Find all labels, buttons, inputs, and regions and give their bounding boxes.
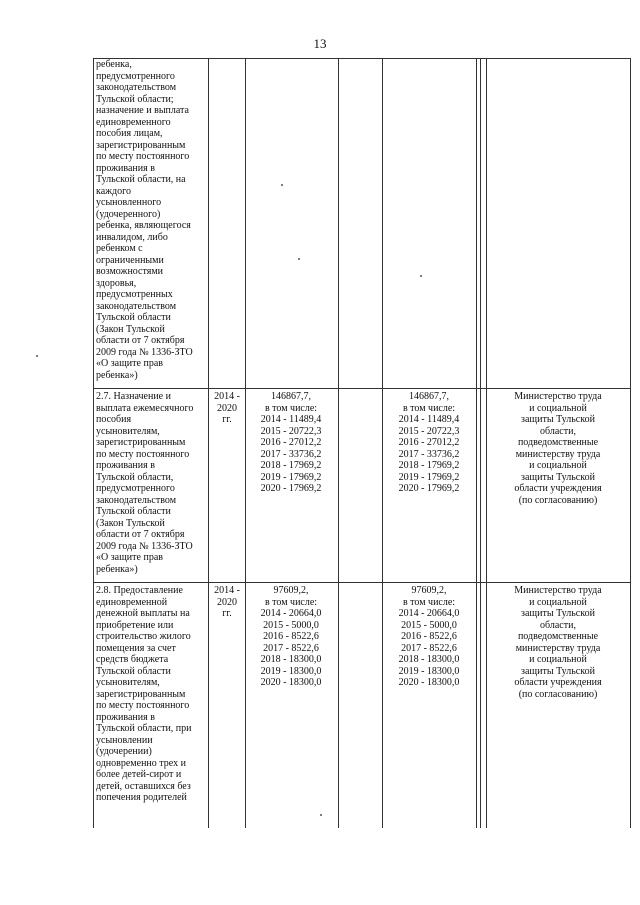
table-row-3-years: 2014 - 2020 гг. [214, 585, 240, 619]
table-row-3-regional-amount: 97609,2, в том числе: 2014 - 20664,0 2015 - 5000,0 2016 - 8522,6 2017 - 8522,6 2018 - 18300,0 2019 - 18300,0 2020 - 18300,0 [398, 585, 460, 688]
row-divider [93, 582, 631, 583]
table-row-2-total-amount: 146867,7, в том числе: 2014 - 11489,4 2015 - 20722,3 2016 - 27012,2 2017 - 33736,2 2018 - 17969,2 2019 - 17969,2 2020 - 17969,2 [260, 391, 322, 494]
table-border-left [93, 58, 94, 828]
table-row-3-name: 2.8. Предоставление единовременной денежной выплаты на приобретение или строительство жилого помещения за счет средств бюджета Тульской области усыновителям, зарегистрированным по месту постоянного проживания в Тульской области, при усыновлении (удочерении) одновременно трех и более детей-сирот и детей, оставшихся без попечения родителей [96, 585, 192, 803]
table-row-2-regional-amount: 146867,7, в том числе: 2014 - 11489,4 2015 - 20722,3 2016 - 27012,2 2017 - 33736,2 2018 - 17969,2 2019 - 17969,2 2020 - 17969,2 [398, 391, 460, 494]
table-row-2-executor: Министерство труда и социальной защиты Тульской области, подведомственные министерству труда и социальной защиты Тульской области учреждения (по согласованию) [514, 391, 602, 506]
scan-speck [36, 355, 38, 357]
page-number: 13 [313, 36, 327, 51]
table-row-2-years: 2014 - 2020 гг. [214, 391, 240, 425]
scan-speck [281, 184, 283, 186]
scan-speck [320, 814, 322, 816]
column-divider [208, 58, 209, 828]
table-border-right [630, 58, 631, 828]
scan-speck [420, 275, 422, 277]
table-row-3-executor: Министерство труда и социальной защиты Тульской области, подведомственные министерству труда и социальной защиты Тульской области учреждения (по согласованию) [514, 585, 602, 700]
row-divider [93, 388, 631, 389]
table-row-2-name: 2.7. Назначение и выплата ежемесячного пособия усыновителям, зарегистрированным по месту постоянного проживания в Тульской области, предусмотренного законодательством Тульской области (Закон Тульской области от 7 октября 2009 года № 1336-ЗТО «О защите прав ребенка») [96, 391, 194, 575]
scan-speck [298, 258, 300, 260]
program-table [93, 58, 631, 828]
table-row-1-name: ребенка, предусмотренного законодательством Тульской области; назначение и выплата единовременного пособия лицам, зарегистрированным по месту постоянного проживания в Тульской области, на каждого усыновленного (удочеренного) ребенка, являющегося инвалидом, либо ребенком с ограниченными возможностями здоровья, предусмотренных законодательством Тульской области (Закон Тульской области от 7 октября 2009 года № 1336-ЗТО «О защите прав ребенка») [96, 59, 193, 381]
table-row-3-total-amount: 97609,2, в том числе: 2014 - 20664,0 2015 - 5000,0 2016 - 8522,6 2017 - 8522,6 2018 - 18300,0 2019 - 18300,0 2020 - 18300,0 [260, 585, 322, 688]
